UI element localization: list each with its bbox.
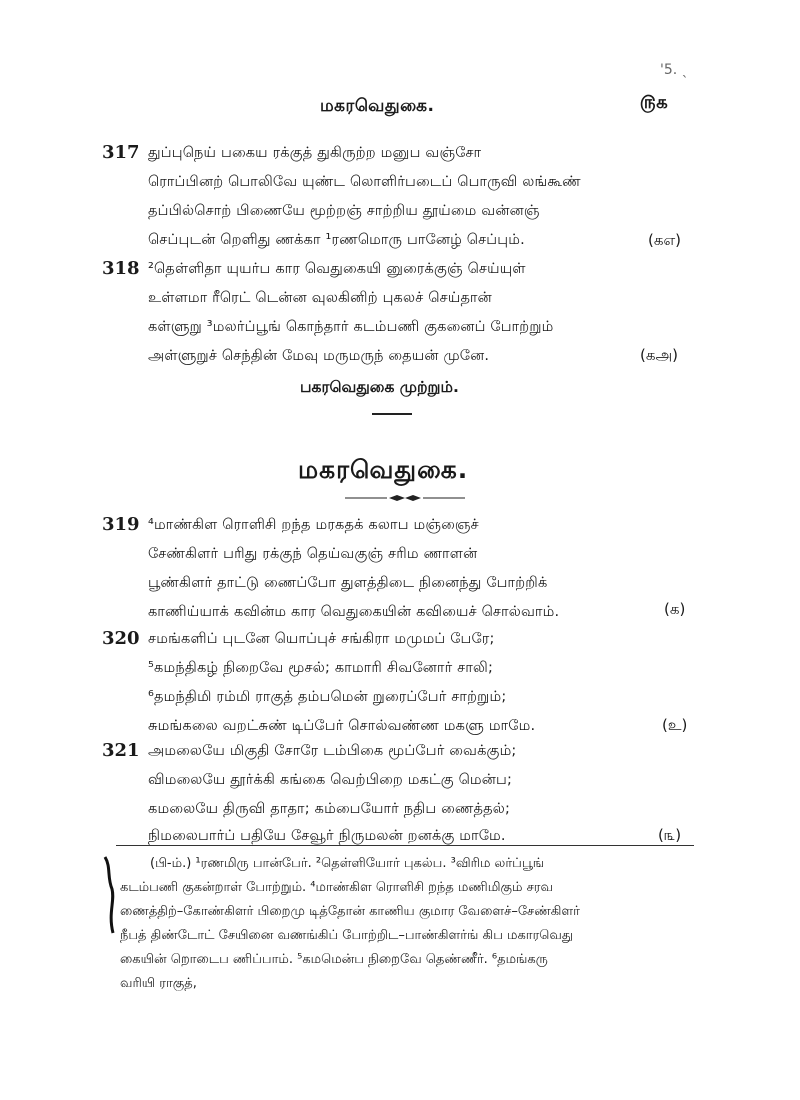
- verse-line: காணிய்யாக் கவின்ம கார வெதுகையின் கவியைச் சொல்வாம்.: [148, 604, 560, 620]
- section-title: மகரவெதுகை.: [298, 455, 469, 484]
- verse-line: சுமங்கலை வறட்சுண் டிப்பேர் சொல்வண்ண மகளு மாமே.: [148, 718, 536, 734]
- verse-marker: (௩): [658, 826, 682, 844]
- verse-number: 319: [102, 514, 140, 535]
- verse-number: 317: [102, 142, 140, 163]
- verse-line: சமங்களிப் புடனே யொப்புச் சங்கிரா மமுமப் பேரே;: [148, 631, 495, 647]
- verse-line: விமலையே தூர்க்கி கங்கை வெற்பிறை மகட்கு மென்ப;: [148, 772, 513, 788]
- footnote-line: (பி-ம்.) ¹ரணமிரு பான்பேர். ²தெள்ளியோர் புகல்ப. ³விரிம லர்ப்பூங்: [150, 856, 545, 871]
- verse-marker: (கஅ): [640, 346, 678, 364]
- verse-marker: (க): [664, 600, 686, 618]
- verse-line: சேண்கிளர் பரிது ரக்குந் தெய்வகுஞ் சரிம ணாளன்: [148, 546, 478, 562]
- verse-line: ⁵கமந்திகழ் நிறைவே மூசல்; காமாரி சிவனோர் சாலி;: [148, 660, 494, 676]
- ornament-divider: [345, 494, 465, 502]
- footnote-line: ணைத்திற்–கோண்கிளர் பிறைமு டித்தோன் காணிய குமார வேளைச்–சேண்கிளர்: [120, 904, 580, 919]
- verse-line: அமலையே மிகுதி சோரே டம்பிகை மூப்பேர் வைக்கும்;: [148, 743, 517, 759]
- verse-number: 318: [102, 258, 140, 279]
- verse-line: ⁴மாண்கிள ரொளிசி றந்த மரகதக் கலாப மஞ்ஞைச்: [148, 517, 479, 533]
- footnote-line: கடம்பணி குகன்றாள் போற்றும். ⁴மாண்கிள ரொளிசி றந்த மணிமிகும் சரவ: [120, 880, 553, 895]
- verse-line: ⁶தமந்திமி ரம்மி ராகுத் தம்பமென் றுரைப்பேர் சாற்றும்;: [148, 689, 507, 705]
- footnote-line: வரியி ராகுத்,: [120, 976, 197, 991]
- verse-marker: (உ): [662, 716, 688, 734]
- page-number: ௫௧: [640, 92, 669, 113]
- footnote-line: நீபத் திண்டோட் சேயினை வணங்கிப் போற்றிட–பாண்கிளர்ங் கிப மகாரவெது: [120, 928, 574, 943]
- verse-line: செப்புடன் றெளிது ணக்கா ¹ரணமொரு பானேழ் செப்பும்.: [148, 232, 525, 248]
- margin-pen-mark: [103, 855, 117, 935]
- verse-line: அள்ளுறுச் செந்தின் மேவு மருமருந் தையன் முனே.: [148, 348, 490, 364]
- verse-marker: (கஎ): [648, 231, 682, 249]
- section-end-note: பகரவெதுகை முற்றும்.: [300, 378, 459, 396]
- verse-line: கமலையே திருவி தாதா; கம்பையோர் நதிப ணைத்தல்;: [148, 801, 511, 817]
- running-header: மகரவெதுகை.: [320, 96, 435, 116]
- verse-line: ரொப்பினற் பொலிவே யுண்ட லொளிர்படைப் பொருவி லங்கூண்: [148, 174, 581, 190]
- footnote-rule: [116, 845, 694, 846]
- verse-line: ²தெள்ளிதா யுயர்ப கார வெதுகையி னுரைக்குஞ் செய்யுள்: [148, 261, 526, 277]
- verse-line: நிமலைபார்ப் பதியே சேவூர் நிருமலன் றனக்கு மாமே.: [148, 828, 506, 844]
- footnote-line: கையின் றொடைப ணிப்பாம். ⁵கமமென்ப நிறைவே தெண்ணீர். ⁶தமங்கரு: [120, 952, 548, 967]
- verse-line: கள்ளுறு ³மலர்ப்பூங் கொந்தார் கடம்பணி குகனைப் போற்றும்: [148, 319, 554, 335]
- verse-number: 320: [102, 628, 140, 649]
- verse-line: தப்பில்சொற் பிணையே மூற்றஞ் சாற்றிய தூய்மை வன்னஞ்: [148, 203, 540, 219]
- corner-mark: ꞌ5. ˎ: [660, 62, 689, 78]
- verse-number: 321: [102, 740, 140, 761]
- verse-line: பூண்கிளர் தாட்டு ணைப்போ துளத்திடை நினைந்து போற்றிக்: [148, 575, 548, 591]
- divider-rule: [372, 413, 412, 415]
- verse-line: துப்புநெய் பகைய ரக்குத் துகிருற்ற மனுப வஞ்சோ: [148, 145, 482, 161]
- verse-line: உள்ளமா ரீரெட் டென்ன வுலகினிற் புகலச் செய்தான்: [148, 290, 492, 306]
